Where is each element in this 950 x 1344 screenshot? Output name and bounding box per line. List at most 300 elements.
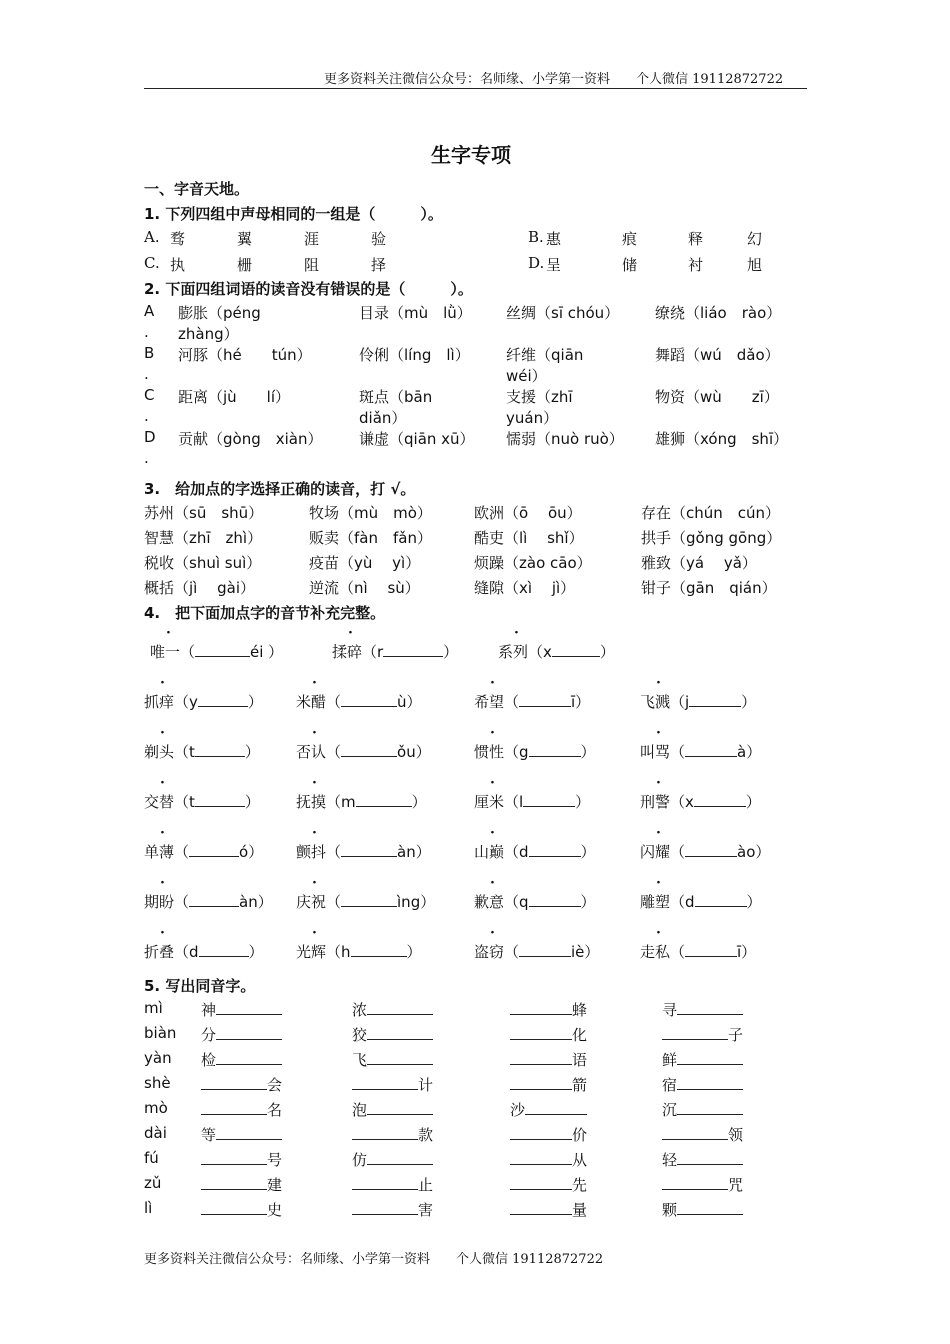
homophone-blank-input[interactable] bbox=[525, 1100, 587, 1115]
q5-pinyin: shè bbox=[144, 1074, 171, 1092]
pinyin-fill-item bbox=[498, 641, 615, 662]
homophone-item bbox=[510, 999, 587, 1020]
homophone-prefix: 轻 bbox=[662, 1151, 678, 1169]
homophone-blank-input[interactable] bbox=[352, 1200, 418, 1215]
homophone-blank-input[interactable] bbox=[201, 1200, 267, 1215]
homophone-blank-input[interactable] bbox=[662, 1025, 728, 1040]
pinyin-suffix: ） bbox=[247, 693, 263, 711]
emphasis-dot: · bbox=[656, 675, 661, 691]
pinyin-suffix: ào） bbox=[737, 843, 771, 861]
homophone-blank-input[interactable] bbox=[510, 1000, 572, 1015]
q1-a-char: 验 bbox=[371, 230, 387, 248]
pinyin-blank-input[interactable] bbox=[341, 692, 397, 707]
pinyin-blank-input[interactable] bbox=[341, 892, 397, 907]
homophone-blank-input[interactable] bbox=[510, 1150, 572, 1165]
pinyin-blank-input[interactable] bbox=[529, 742, 581, 757]
homophone-blank-input[interactable] bbox=[510, 1075, 572, 1090]
q2-row-label: D bbox=[144, 428, 156, 446]
pinyin-fill-item bbox=[296, 891, 435, 912]
pinyin-blank-input[interactable] bbox=[351, 942, 407, 957]
homophone-item bbox=[352, 1124, 433, 1145]
emphasis-dot: · bbox=[490, 825, 495, 841]
pinyin-suffix: àn） bbox=[397, 843, 431, 861]
homophone-suffix: 款 bbox=[418, 1126, 434, 1144]
pinyin-suffix: ） bbox=[745, 793, 761, 811]
q3-option[interactable]: 逆流（nì sù） bbox=[309, 579, 420, 597]
homophone-item bbox=[662, 1024, 743, 1045]
homophone-item bbox=[510, 1149, 587, 1170]
emphasis-dot: · bbox=[490, 875, 495, 891]
q2-option-line1: 物资（wù zī） bbox=[655, 388, 779, 406]
homophone-blank-input[interactable] bbox=[216, 1000, 282, 1015]
pinyin-suffix: ǒu） bbox=[397, 743, 431, 761]
emphasis-dot: · bbox=[160, 775, 165, 791]
homophone-blank-input[interactable] bbox=[352, 1075, 418, 1090]
header-divider bbox=[144, 88, 807, 89]
pinyin-fill-item bbox=[474, 891, 596, 912]
homophone-prefix: 颗 bbox=[662, 1201, 678, 1219]
pinyin-suffix: à） bbox=[737, 743, 762, 761]
q3-option[interactable]: 缝隙（xì jì） bbox=[474, 579, 576, 597]
q1-c-char: 栅 bbox=[237, 256, 253, 274]
homophone-suffix: 语 bbox=[572, 1051, 588, 1069]
pinyin-suffix: ī） bbox=[737, 943, 757, 961]
homophone-blank-input[interactable] bbox=[367, 1100, 433, 1115]
emphasis-dot: · bbox=[312, 925, 317, 941]
emphasis-dot: · bbox=[312, 675, 317, 691]
pinyin-fill-item bbox=[296, 841, 431, 862]
homophone-blank-input[interactable] bbox=[352, 1175, 418, 1190]
q3-option[interactable]: 智慧（zhī zhì） bbox=[144, 529, 263, 547]
homophone-suffix: 会 bbox=[267, 1076, 283, 1094]
pinyin-prefix: 闪耀（ bbox=[640, 843, 686, 861]
emphasis-dot: · bbox=[160, 725, 165, 741]
emphasis-dot: · bbox=[656, 925, 661, 941]
homophone-blank-input[interactable] bbox=[510, 1125, 572, 1140]
homophone-blank-input[interactable] bbox=[216, 1025, 282, 1040]
pinyin-suffix: éi ） bbox=[250, 643, 284, 661]
homophone-blank-input[interactable] bbox=[677, 1050, 743, 1065]
homophone-prefix: 沉 bbox=[662, 1101, 678, 1119]
q2-option-line1: 伶俐（líng lì） bbox=[359, 346, 470, 364]
homophone-item bbox=[352, 999, 433, 1020]
q1-d-char: 储 bbox=[622, 256, 638, 274]
q3-option[interactable]: 雅致（yá yǎ） bbox=[641, 554, 757, 572]
q3-option[interactable]: 存在（chún cún） bbox=[641, 504, 781, 522]
pinyin-prefix: 惯性（g bbox=[474, 743, 529, 761]
pinyin-suffix: ） bbox=[580, 743, 596, 761]
q2-row-dot: . bbox=[144, 407, 149, 425]
pinyin-suffix: ） bbox=[443, 643, 459, 661]
pinyin-fill-item bbox=[474, 841, 596, 862]
pinyin-fill-item bbox=[144, 941, 264, 962]
pinyin-prefix: 走私（ bbox=[640, 943, 686, 961]
pinyin-blank-input[interactable] bbox=[198, 692, 248, 707]
homophone-suffix: 化 bbox=[572, 1026, 588, 1044]
q2-row-dot: . bbox=[144, 449, 149, 467]
homophone-prefix: 检 bbox=[201, 1051, 217, 1069]
pinyin-fill-item bbox=[150, 641, 283, 662]
homophone-blank-input[interactable] bbox=[510, 1200, 572, 1215]
pinyin-fill-item bbox=[474, 941, 599, 962]
page-title: 生字专项 bbox=[431, 143, 511, 167]
pinyin-blank-input[interactable] bbox=[529, 842, 581, 857]
homophone-blank-input[interactable] bbox=[367, 1000, 433, 1015]
homophone-item bbox=[352, 1049, 433, 1070]
emphasis-dot: · bbox=[490, 675, 495, 691]
homophone-suffix: 蜂 bbox=[572, 1001, 588, 1019]
homophone-blank-input[interactable] bbox=[201, 1075, 267, 1090]
pinyin-blank-input[interactable] bbox=[195, 742, 245, 757]
homophone-suffix: 名 bbox=[267, 1101, 283, 1119]
q2-option-line2: zhàng） bbox=[178, 325, 239, 343]
homophone-blank-input[interactable] bbox=[367, 1050, 433, 1065]
emphasis-dot: · bbox=[160, 675, 165, 691]
pinyin-blank-input[interactable] bbox=[519, 942, 571, 957]
homophone-blank-input[interactable] bbox=[510, 1175, 572, 1190]
pinyin-blank-input[interactable] bbox=[383, 642, 443, 657]
pinyin-fill-item bbox=[474, 691, 590, 712]
pinyin-suffix: ） bbox=[746, 893, 762, 911]
q2-option-line1: 纤维（qiān bbox=[506, 346, 584, 364]
homophone-item bbox=[201, 1124, 282, 1145]
q1-c-char: 阻 bbox=[304, 256, 320, 274]
homophone-item bbox=[201, 1149, 282, 1170]
homophone-prefix: 宿 bbox=[662, 1076, 678, 1094]
pinyin-prefix: 折叠（d bbox=[144, 943, 199, 961]
pinyin-blank-input[interactable] bbox=[685, 942, 737, 957]
page-header: 更多资料关注微信公众号：名师缘、小学第一资料 个人微信 19112872722 bbox=[324, 72, 784, 87]
q5-pinyin: biàn bbox=[144, 1024, 177, 1042]
q2-option-line2: yuán） bbox=[506, 409, 559, 427]
pinyin-fill-item bbox=[640, 691, 756, 712]
q3-option[interactable]: 拱手（gǒng gōng） bbox=[641, 529, 782, 547]
homophone-suffix: 止 bbox=[418, 1176, 434, 1194]
emphasis-dot: · bbox=[160, 875, 165, 891]
q5-pinyin: fú bbox=[144, 1149, 159, 1167]
pinyin-prefix: 期盼（ bbox=[144, 893, 190, 911]
q2-option-line1: 谦虚（qiān xū） bbox=[359, 430, 475, 448]
homophone-suffix: 领 bbox=[728, 1126, 744, 1144]
homophone-prefix: 等 bbox=[201, 1126, 217, 1144]
pinyin-suffix: ） bbox=[741, 693, 757, 711]
pinyin-suffix: àn） bbox=[239, 893, 273, 911]
homophone-blank-input[interactable] bbox=[201, 1150, 267, 1165]
homophone-suffix: 先 bbox=[572, 1176, 588, 1194]
pinyin-prefix: 系列（x bbox=[498, 643, 552, 661]
homophone-suffix: 从 bbox=[572, 1151, 588, 1169]
emphasis-dot: · bbox=[490, 725, 495, 741]
homophone-item bbox=[662, 1199, 743, 1220]
homophone-item bbox=[201, 1174, 282, 1195]
homophone-item bbox=[352, 1099, 433, 1120]
homophone-blank-input[interactable] bbox=[677, 1200, 743, 1215]
homophone-suffix: 计 bbox=[418, 1076, 434, 1094]
q2-row-dot: . bbox=[144, 323, 149, 341]
emphasis-dot: · bbox=[656, 825, 661, 841]
q1-c-char: 择 bbox=[371, 256, 387, 274]
homophone-prefix: 浓 bbox=[352, 1001, 368, 1019]
q3-option[interactable]: 欧洲（ō ōu） bbox=[474, 504, 582, 522]
pinyin-prefix: 剃头（t bbox=[144, 743, 195, 761]
q1-b-label: B. bbox=[528, 228, 544, 246]
pinyin-prefix: 交替（t bbox=[144, 793, 195, 811]
pinyin-fill-item bbox=[296, 691, 422, 712]
pinyin-fill-item bbox=[640, 891, 762, 912]
q2-row-label: A bbox=[144, 302, 155, 320]
homophone-blank-input[interactable] bbox=[201, 1100, 267, 1115]
pinyin-fill-item bbox=[144, 741, 260, 762]
pinyin-blank-input[interactable] bbox=[195, 792, 245, 807]
q2-row-label: B bbox=[144, 344, 155, 362]
q2-option-line2: wéi） bbox=[506, 367, 547, 385]
emphasis-dot: · bbox=[312, 825, 317, 841]
q3-option[interactable]: 酷吏（lì shǐ） bbox=[474, 529, 584, 547]
q3-option[interactable]: 烦躁（zào cāo） bbox=[474, 554, 592, 572]
pinyin-blank-input[interactable] bbox=[189, 842, 239, 857]
pinyin-fill-item bbox=[144, 891, 273, 912]
homophone-item bbox=[662, 1124, 743, 1145]
pinyin-prefix: 庆祝（ bbox=[296, 893, 342, 911]
q2-option-line1: 距离（jù lí） bbox=[178, 388, 291, 406]
q2-option-line1: 丝绸（sī chóu） bbox=[506, 304, 620, 322]
q1-b-char: 幻 bbox=[747, 230, 763, 248]
pinyin-prefix: 歉意（q bbox=[474, 893, 529, 911]
pinyin-blank-input[interactable] bbox=[195, 642, 250, 657]
pinyin-suffix: ） bbox=[244, 793, 260, 811]
q1-d-char: 旭 bbox=[747, 256, 763, 274]
pinyin-blank-input[interactable] bbox=[341, 842, 397, 857]
homophone-blank-input[interactable] bbox=[677, 1100, 743, 1115]
pinyin-suffix: ） bbox=[244, 743, 260, 761]
homophone-prefix: 分 bbox=[201, 1026, 217, 1044]
homophone-suffix: 号 bbox=[267, 1151, 283, 1169]
pinyin-blank-input[interactable] bbox=[189, 892, 239, 907]
q1-a-char: 骛 bbox=[170, 230, 186, 248]
pinyin-prefix: 刑警（x bbox=[640, 793, 694, 811]
emphasis-dot: · bbox=[312, 775, 317, 791]
homophone-suffix: 量 bbox=[572, 1201, 588, 1219]
homophone-item bbox=[662, 999, 743, 1020]
q2-option-line2: diǎn） bbox=[359, 409, 407, 427]
q3-option[interactable]: 概括（jì gài） bbox=[144, 579, 255, 597]
pinyin-suffix: ） bbox=[406, 943, 422, 961]
pinyin-prefix: 揉碎（r bbox=[332, 643, 384, 661]
q1-d-char: 衬 bbox=[688, 256, 704, 274]
pinyin-fill-item bbox=[296, 791, 427, 812]
pinyin-blank-input[interactable] bbox=[529, 892, 581, 907]
homophone-blank-input[interactable] bbox=[510, 1025, 572, 1040]
homophone-blank-input[interactable] bbox=[677, 1150, 743, 1165]
homophone-blank-input[interactable] bbox=[216, 1125, 282, 1140]
pinyin-suffix: ） bbox=[599, 643, 615, 661]
q2-option-line1: 河豚（hé tún） bbox=[178, 346, 312, 364]
pinyin-fill-item bbox=[296, 741, 431, 762]
q2-option-line1: 支援（zhī bbox=[506, 388, 573, 406]
q3-option[interactable]: 钳子（gān qián） bbox=[641, 579, 777, 597]
pinyin-suffix: ） bbox=[411, 793, 427, 811]
q3-stem: 3. 给加点的字选择正确的读音，打 √。 bbox=[144, 480, 416, 498]
homophone-item bbox=[201, 1074, 282, 1095]
homophone-suffix: 价 bbox=[572, 1126, 588, 1144]
emphasis-dot: · bbox=[490, 775, 495, 791]
q2-option-line1: 贡献（gòng xiàn） bbox=[178, 430, 323, 448]
pinyin-prefix: 雕塑（d bbox=[640, 893, 695, 911]
q2-option-line1: 缭绕（liáo rào） bbox=[655, 304, 782, 322]
pinyin-suffix: ù） bbox=[397, 693, 422, 711]
homophone-item bbox=[510, 1024, 587, 1045]
emphasis-dot: · bbox=[656, 775, 661, 791]
emphasis-dot: · bbox=[160, 925, 165, 941]
q5-stem: 5. 写出同音字。 bbox=[144, 977, 256, 995]
q2-option-line1: 膨胀（péng bbox=[178, 304, 261, 322]
q5-pinyin: mì bbox=[144, 999, 163, 1017]
pinyin-blank-input[interactable] bbox=[685, 842, 737, 857]
pinyin-prefix: 颤抖（ bbox=[296, 843, 342, 861]
q1-b-char: 释 bbox=[688, 230, 704, 248]
emphasis-dot: · bbox=[166, 625, 171, 641]
pinyin-blank-input[interactable] bbox=[695, 892, 747, 907]
q5-pinyin: zǔ bbox=[144, 1174, 162, 1192]
q2-row-label: C bbox=[144, 386, 155, 404]
pinyin-prefix: 盗窃（ bbox=[474, 943, 520, 961]
pinyin-fill-item bbox=[640, 841, 770, 862]
pinyin-prefix: 米醋（ bbox=[296, 693, 342, 711]
emphasis-dot: · bbox=[656, 725, 661, 741]
homophone-prefix: 仿 bbox=[352, 1151, 368, 1169]
q1-stem: 1. 下列四组中声母相同的一组是（ ）。 bbox=[144, 205, 443, 223]
pinyin-fill-item bbox=[144, 791, 260, 812]
homophone-blank-input[interactable] bbox=[677, 1075, 743, 1090]
pinyin-prefix: 唯一（ bbox=[150, 643, 196, 661]
homophone-prefix: 寻 bbox=[662, 1001, 678, 1019]
homophone-item bbox=[510, 1124, 587, 1145]
homophone-blank-input[interactable] bbox=[677, 1000, 743, 1015]
pinyin-fill-item bbox=[144, 841, 263, 862]
homophone-blank-input[interactable] bbox=[662, 1125, 728, 1140]
q3-option[interactable]: 疫苗（yù yì） bbox=[309, 554, 421, 572]
pinyin-blank-input[interactable] bbox=[199, 942, 249, 957]
homophone-item bbox=[662, 1049, 743, 1070]
homophone-prefix: 沙 bbox=[510, 1101, 526, 1119]
pinyin-blank-input[interactable] bbox=[341, 742, 397, 757]
homophone-blank-input[interactable] bbox=[662, 1175, 728, 1190]
q1-c-label: C. bbox=[144, 254, 160, 272]
homophone-suffix: 害 bbox=[418, 1201, 434, 1219]
q4-stem: 4. 把下面加点字的音节补充完整。 bbox=[144, 604, 386, 622]
pinyin-blank-input[interactable] bbox=[356, 792, 412, 807]
pinyin-blank-input[interactable] bbox=[519, 692, 571, 707]
homophone-suffix: 子 bbox=[728, 1026, 744, 1044]
homophone-prefix: 神 bbox=[201, 1001, 217, 1019]
emphasis-dot: · bbox=[656, 875, 661, 891]
section-heading: 一、字音天地。 bbox=[144, 180, 250, 198]
homophone-blank-input[interactable] bbox=[367, 1150, 433, 1165]
q2-option-line1: 目录（mù lǜ） bbox=[359, 304, 472, 322]
pinyin-suffix: ó） bbox=[239, 843, 264, 861]
pinyin-suffix: ī） bbox=[571, 693, 591, 711]
homophone-item bbox=[510, 1174, 587, 1195]
q3-option[interactable]: 贩卖（fàn fǎn） bbox=[309, 529, 432, 547]
q5-pinyin: lì bbox=[144, 1199, 153, 1217]
q3-option[interactable]: 苏州（sū shū） bbox=[144, 504, 264, 522]
homophone-blank-input[interactable] bbox=[510, 1050, 572, 1065]
homophone-item bbox=[662, 1149, 743, 1170]
homophone-item bbox=[352, 1149, 433, 1170]
homophone-blank-input[interactable] bbox=[216, 1050, 282, 1065]
homophone-item bbox=[201, 1024, 282, 1045]
homophone-suffix: 咒 bbox=[728, 1176, 744, 1194]
homophone-item bbox=[201, 1049, 282, 1070]
emphasis-dot: · bbox=[514, 625, 519, 641]
emphasis-dot: · bbox=[312, 725, 317, 741]
pinyin-blank-input[interactable] bbox=[694, 792, 746, 807]
pinyin-prefix: 抓痒（y bbox=[144, 693, 198, 711]
emphasis-dot: · bbox=[490, 925, 495, 941]
homophone-blank-input[interactable] bbox=[352, 1125, 418, 1140]
homophone-suffix: 史 bbox=[267, 1201, 283, 1219]
homophone-item bbox=[352, 1199, 433, 1220]
homophone-prefix: 泡 bbox=[352, 1101, 368, 1119]
homophone-blank-input[interactable] bbox=[367, 1025, 433, 1040]
q1-d-char: 呈 bbox=[546, 256, 562, 274]
pinyin-suffix: ） bbox=[580, 843, 596, 861]
pinyin-suffix: iè） bbox=[571, 943, 600, 961]
homophone-blank-input[interactable] bbox=[201, 1175, 267, 1190]
homophone-prefix: 狡 bbox=[352, 1026, 368, 1044]
pinyin-fill-item bbox=[332, 641, 458, 662]
q2-row-dot: . bbox=[144, 365, 149, 383]
q5-pinyin: mò bbox=[144, 1099, 168, 1117]
q1-c-char: 执 bbox=[170, 256, 186, 274]
page-footer: 更多资料关注微信公众号：名师缘、小学第一资料 个人微信 19112872722 bbox=[144, 1252, 604, 1267]
q1-d-label: D. bbox=[528, 254, 545, 272]
pinyin-fill-item bbox=[474, 741, 596, 762]
q3-option[interactable]: 牧场（mù mò） bbox=[309, 504, 432, 522]
pinyin-prefix: 山巅（d bbox=[474, 843, 529, 861]
homophone-item bbox=[201, 1099, 282, 1120]
q1-a-char: 翼 bbox=[237, 230, 253, 248]
homophone-prefix: 鲜 bbox=[662, 1051, 678, 1069]
homophone-item bbox=[352, 1024, 433, 1045]
emphasis-dot: · bbox=[160, 825, 165, 841]
pinyin-prefix: 单薄（ bbox=[144, 843, 190, 861]
pinyin-blank-input[interactable] bbox=[523, 792, 575, 807]
homophone-item bbox=[510, 1049, 587, 1070]
pinyin-fill-item bbox=[144, 691, 263, 712]
pinyin-prefix: 叫骂（ bbox=[640, 743, 686, 761]
pinyin-fill-item bbox=[640, 791, 761, 812]
homophone-prefix: 飞 bbox=[352, 1051, 368, 1069]
homophone-item bbox=[352, 1074, 433, 1095]
q1-a-label: A. bbox=[144, 228, 160, 246]
pinyin-blank-input[interactable] bbox=[689, 692, 741, 707]
homophone-suffix: 建 bbox=[267, 1176, 283, 1194]
q3-option[interactable]: 税收（shuì suì） bbox=[144, 554, 262, 572]
homophone-item bbox=[510, 1099, 587, 1120]
pinyin-blank-input[interactable] bbox=[552, 642, 600, 657]
q5-pinyin: dài bbox=[144, 1124, 167, 1142]
homophone-item bbox=[201, 1199, 282, 1220]
pinyin-blank-input[interactable] bbox=[685, 742, 737, 757]
emphasis-dot: · bbox=[312, 875, 317, 891]
homophone-item bbox=[201, 999, 282, 1020]
q2-stem: 2. 下面四组词语的读音没有错误的是（ ）。 bbox=[144, 280, 473, 298]
homophone-item bbox=[662, 1174, 743, 1195]
pinyin-prefix: 否认（ bbox=[296, 743, 342, 761]
homophone-item bbox=[662, 1099, 743, 1120]
homophone-item bbox=[510, 1074, 587, 1095]
